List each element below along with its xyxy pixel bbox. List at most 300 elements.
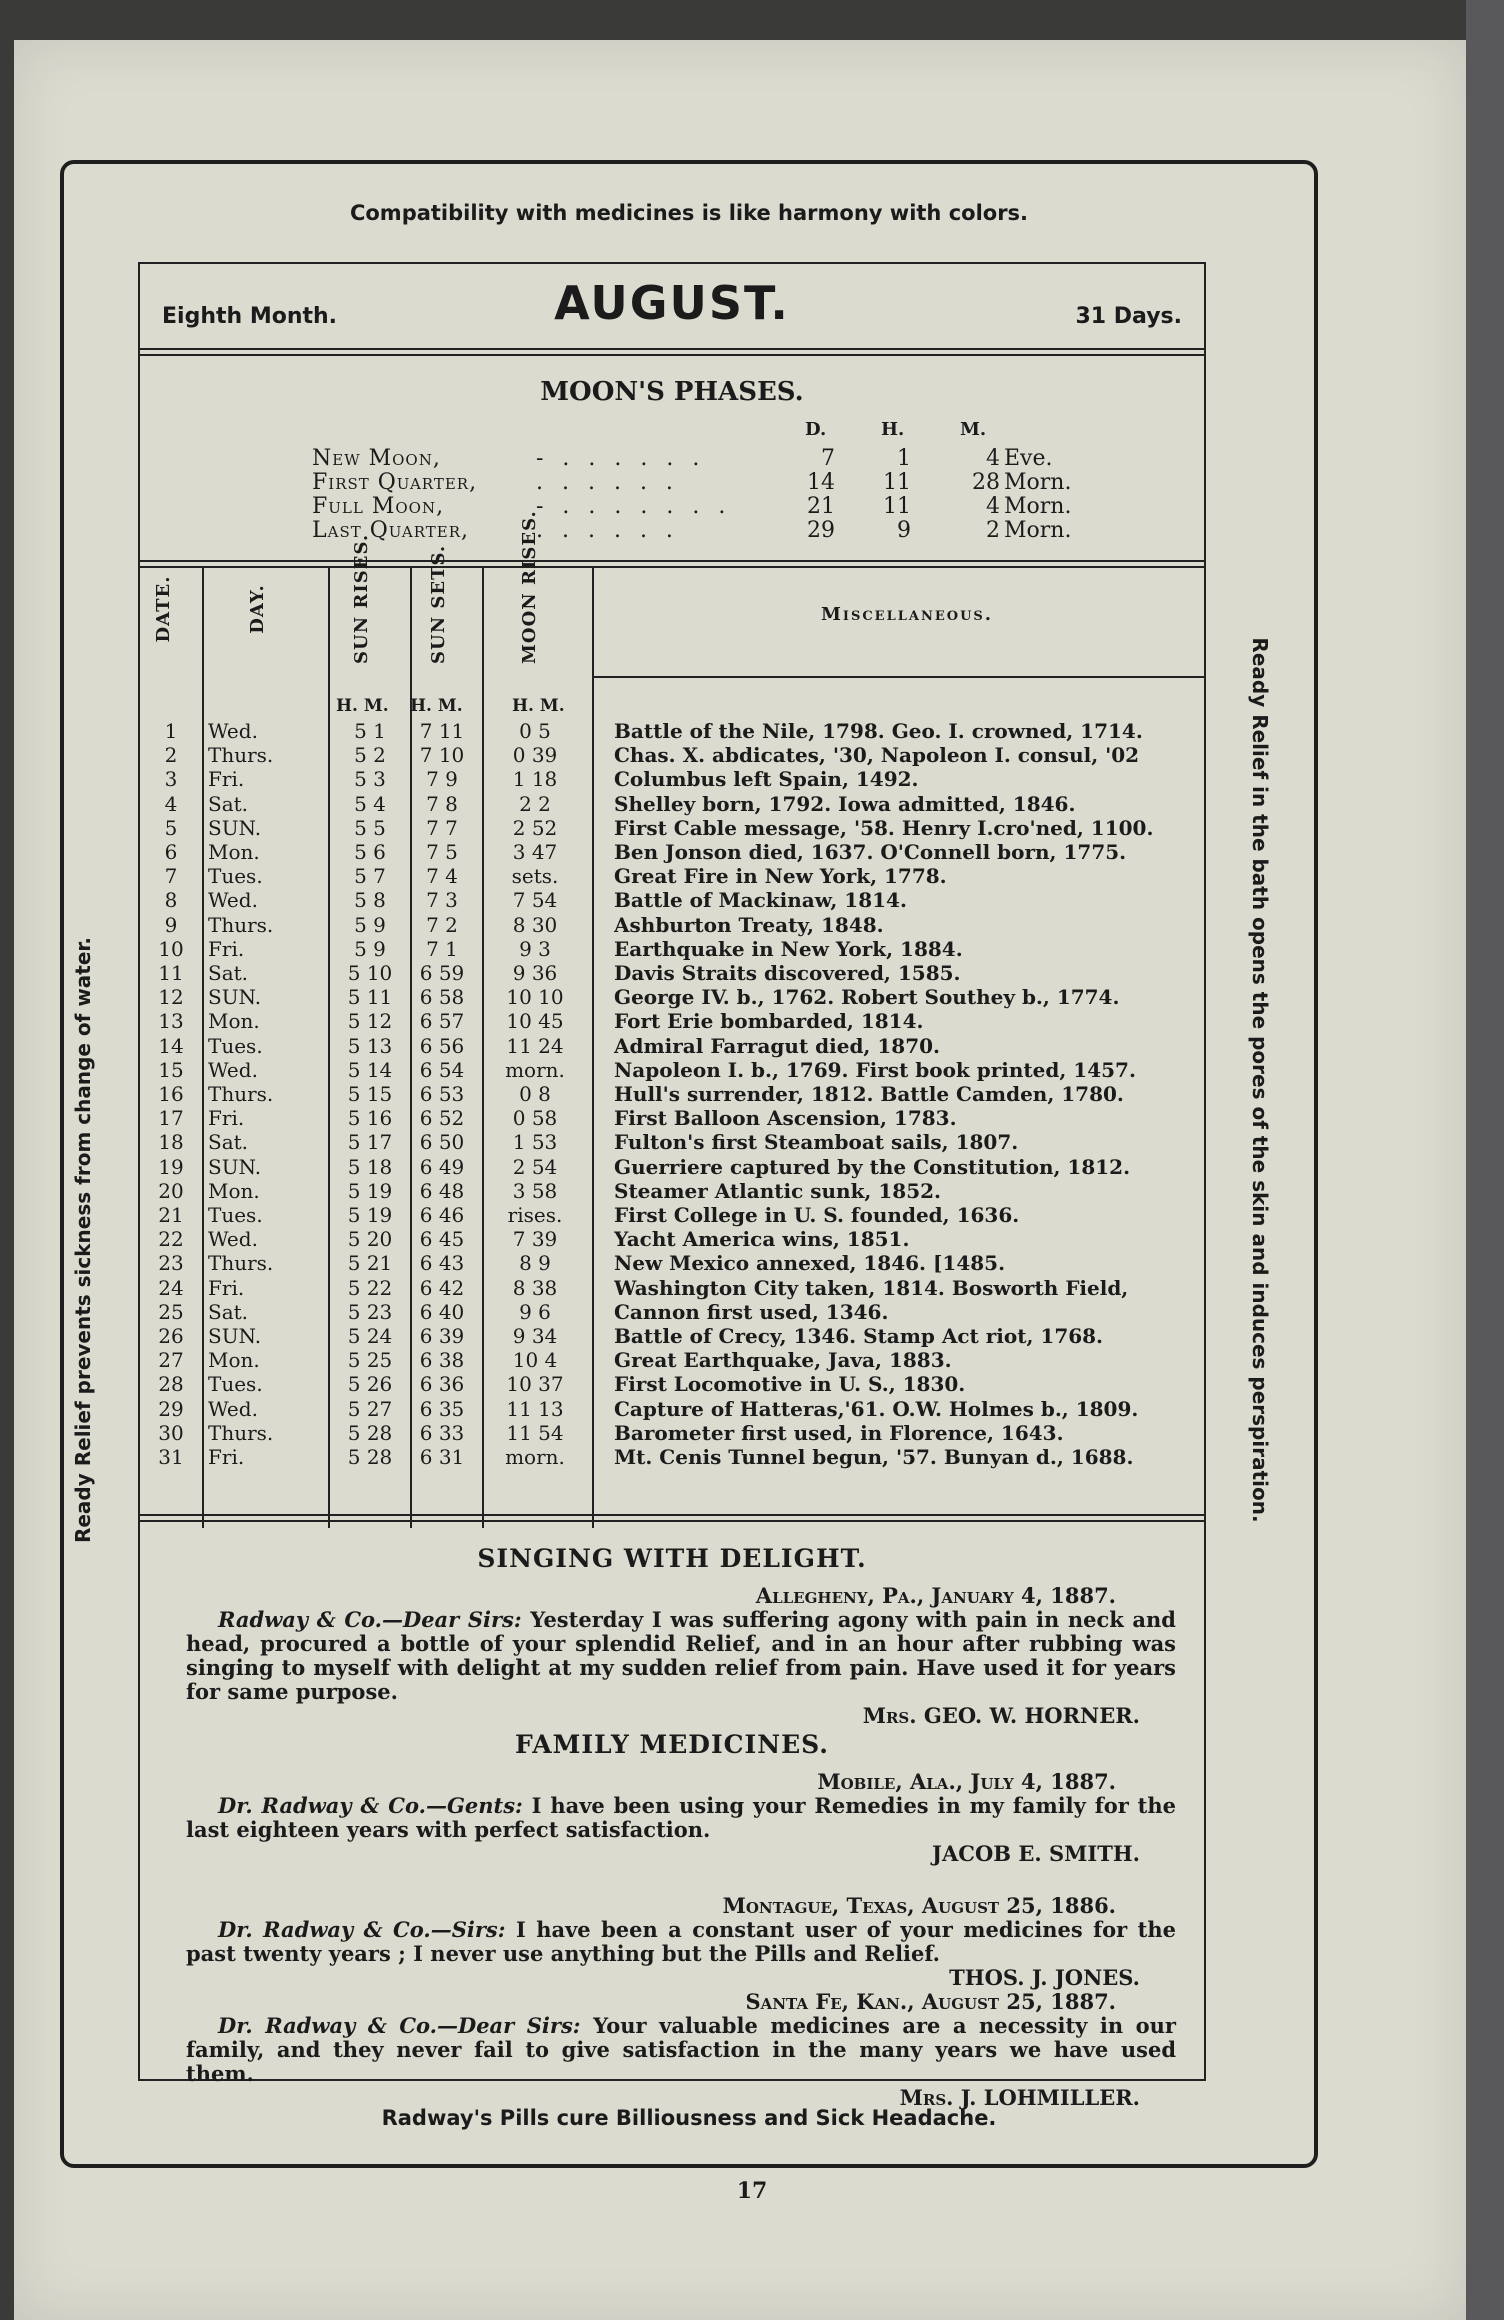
calendar-row [140,961,1204,985]
row-sun-rises: 5 7 [354,864,386,889]
phase-day: 29 [807,518,835,543]
calendar-row [140,1251,1204,1275]
row-date: 8 [164,888,178,913]
calendar-row [140,719,1204,743]
row-moon-rises: morn. [505,1445,565,1469]
moon-phases-title: MOON'S PHASES. [540,377,804,407]
row-date: 12 [158,985,184,1010]
row-miscellaneous: First Locomotive in U. S., 1830. [614,1372,966,1397]
row-moon-rises: 10 37 [506,1372,564,1397]
row-date: 30 [158,1420,184,1445]
column-header-misc: Miscellaneous. [820,604,994,625]
page-footer: Radway's Pills cure Billiousness and Sick Headache. [381,2106,997,2130]
testimonial-title: SINGING WITH DELIGHT. [477,1544,867,1573]
letter-text: Your valuable medicines are a necessity in our family, and they never fail to give satisfaction in the many years we have used them. [186,2013,1176,2086]
phase-day: 21 [807,494,835,519]
row-sun-rises: 5 14 [347,1057,393,1082]
phase-hour: 11 [883,470,911,495]
row-sun-rises: 5 2 [354,743,386,768]
month-days: 31 Days. [1075,304,1182,329]
row-moon-rises: 2 54 [512,1154,558,1179]
letter-body [186,1918,1176,1966]
row-miscellaneous: Ashburton Treaty, 1848. [614,912,884,937]
moon-phase-row [140,494,1204,518]
row-day: Fri. [208,1445,245,1469]
page-header: Compatibility with medicines is like harmony with colors. [349,201,1029,225]
row-sun-rises: 5 4 [354,791,386,816]
row-date: 17 [158,1106,184,1131]
column-header-date: DATE. [153,575,174,643]
phase-minute: 4 [986,494,1000,519]
phase-leader: . . . . . . [536,518,679,543]
row-sun-rises: 5 13 [347,1033,393,1058]
row-miscellaneous: Fort Erie bombarded, 1814. [614,1009,924,1034]
row-miscellaneous: George IV. b., 1762. Robert Southey b., 1774. [614,985,1120,1010]
row-sun-rises: 5 19 [347,1178,393,1203]
row-miscellaneous: Great Earthquake, Java, 1883. [614,1348,952,1373]
calendar-row [140,1227,1204,1251]
letter-signature: JACOB E. SMITH. [932,1841,1140,1866]
row-sun-rises: 5 8 [354,888,386,913]
row-miscellaneous: Earthquake in New York, 1884. [614,936,963,961]
calendar-box [138,262,1206,2110]
letter-place-date: Allegheny, Pa., January 4, 1887. [755,1583,1116,1608]
row-moon-rises: 8 38 [512,1275,558,1300]
row-date: 6 [164,840,178,864]
row-sun-sets: 7 1 [426,936,458,961]
row-miscellaneous: Admiral Farragut died, 1870. [614,1033,940,1058]
phase-time-of-day: Morn. [1004,494,1072,519]
row-sun-rises: 5 12 [347,1009,393,1034]
phase-name: New Moon, [312,446,441,471]
hm-label: H. M. [336,696,389,716]
calendar-row [140,913,1204,937]
row-date: 28 [158,1372,184,1397]
letter-body [186,2014,1176,2086]
moon-phase-row [140,518,1204,542]
row-sun-sets: 6 35 [419,1396,465,1421]
row-moon-rises: morn. [505,1057,565,1082]
row-sun-sets: 7 3 [426,888,458,913]
row-day: Tues. [208,1203,263,1227]
row-moon-rises: 0 8 [519,1082,551,1106]
row-date: 25 [158,1299,184,1324]
row-miscellaneous: Mt. Cenis Tunnel begun, '57. Bunyan d., 1688. [614,1445,1134,1469]
calendar-row [140,1300,1204,1324]
row-moon-rises: 1 18 [512,767,558,792]
calendar-row [140,743,1204,767]
row-sun-sets: 7 9 [426,767,458,792]
row-day: Thurs. [208,1082,274,1106]
month-ordinal: Eighth Month. [162,304,338,329]
row-sun-sets: 7 11 [419,719,465,743]
row-date: 20 [158,1178,184,1203]
calendar-row [140,1324,1204,1348]
phase-head-h: H. [881,419,905,440]
row-sun-rises: 5 19 [347,1203,393,1227]
row-sun-rises: 5 27 [347,1396,393,1421]
row-moon-rises: 11 13 [506,1396,564,1421]
testimonial-letter [186,1894,1176,1990]
row-day: Sat. [208,961,249,985]
row-day: Sat. [208,1299,249,1324]
row-moon-rises: 10 10 [506,985,564,1010]
row-miscellaneous: Yacht America wins, 1851. [614,1227,910,1252]
phase-leader: - . . . . . . [536,446,706,471]
letter-body [186,1794,1176,1842]
calendar-row [140,1058,1204,1082]
phase-time-of-day: Morn. [1004,518,1072,543]
letter-salutation: Dr. Radway & Co.—Gents: [218,1793,523,1818]
moon-phase-row [140,470,1204,494]
row-sun-rises: 5 22 [347,1275,393,1300]
row-sun-rises: 5 9 [354,936,386,961]
row-moon-rises: 2 2 [519,791,551,816]
rule [140,348,1204,350]
phase-day: 14 [807,470,835,495]
calendar-row [140,1106,1204,1130]
calendar-row [140,816,1204,840]
row-moon-rises: 3 47 [512,840,558,864]
phase-name: Last Quarter, [312,518,470,543]
row-miscellaneous: Hull's surrender, 1812. Battle Camden, 1780. [614,1082,1124,1106]
row-moon-rises: 7 39 [512,1227,558,1252]
phase-name: Full Moon, [312,494,445,519]
letter-text: I have been using your Remedies in my family for the last eighteen years with perfect satisfaction. [186,1793,1176,1842]
phase-hour: 1 [897,446,911,471]
calendar-row [140,937,1204,961]
rule [140,560,1204,562]
row-sun-sets: 6 58 [419,985,465,1010]
row-day: Mon. [208,1178,260,1203]
row-day: Fri. [208,767,245,792]
row-moon-rises: 9 6 [519,1299,551,1324]
phase-hour: 9 [897,518,911,543]
row-date: 15 [158,1057,184,1082]
row-day: Thurs. [208,743,274,768]
row-date: 13 [158,1009,184,1034]
row-moon-rises: 2 52 [512,815,558,840]
row-sun-sets: 6 46 [419,1203,465,1227]
phase-name: First Quarter, [312,470,478,495]
row-sun-rises: 5 9 [354,912,386,937]
calendar-row [140,985,1204,1009]
row-miscellaneous: Napoleon I. b., 1769. First book printed, 1457. [614,1057,1136,1082]
row-miscellaneous: Washington City taken, 1814. Bosworth Field, [614,1275,1129,1300]
row-sun-sets: 6 43 [419,1251,465,1276]
row-sun-sets: 6 31 [419,1445,465,1469]
row-miscellaneous: Capture of Hatteras,'61. O.W. Holmes b., 1809. [614,1396,1139,1421]
calendar-row [140,1082,1204,1106]
row-date: 11 [158,961,184,985]
row-day: Fri. [208,1106,245,1131]
calendar-row [140,864,1204,888]
row-miscellaneous: Columbus left Spain, 1492. [614,767,919,792]
letter-place-date: Montague, Texas, August 25, 1886. [722,1893,1116,1918]
row-day: SUN. [208,815,262,840]
rule [140,1514,1204,1516]
letter-place-date: Mobile, Ala., July 4, 1887. [817,1769,1116,1794]
row-sun-sets: 6 50 [419,1130,465,1155]
moon-phase-row [140,446,1204,470]
row-miscellaneous: First Balloon Ascension, 1783. [614,1106,957,1131]
row-miscellaneous: Great Fire in New York, 1778. [614,864,947,889]
calendar-row [140,840,1204,864]
row-date: 24 [158,1275,184,1300]
hm-label: H. M. [410,696,463,716]
row-day: Mon. [208,840,260,864]
row-miscellaneous: Battle of Crecy, 1346. Stamp Act riot, 1768. [614,1324,1104,1348]
calendar-row [140,1009,1204,1033]
row-sun-rises: 5 24 [347,1324,393,1348]
row-moon-rises: 3 58 [512,1178,558,1203]
month-title: AUGUST. [554,276,790,330]
row-miscellaneous: Ben Jonson died, 1637. O'Connell born, 1775. [614,840,1127,864]
row-sun-sets: 7 4 [426,864,458,889]
row-sun-sets: 6 56 [419,1033,465,1058]
calendar-row [140,767,1204,791]
row-date: 7 [164,864,178,889]
row-moon-rises: sets. [511,864,559,889]
letter-salutation: Dr. Radway & Co.—Sirs: [218,1917,506,1942]
rule [140,1520,1204,1522]
row-day: Mon. [208,1348,260,1373]
row-moon-rises: 10 4 [512,1348,558,1373]
row-date: 22 [158,1227,184,1252]
row-day: SUN. [208,1154,262,1179]
row-moon-rises: 7 54 [512,888,558,913]
row-day: Thurs. [208,912,274,937]
row-moon-rises: 9 3 [519,936,551,961]
row-date: 23 [158,1251,184,1276]
row-day: Sat. [208,791,249,816]
row-day: Thurs. [208,1420,274,1445]
row-day: Wed. [208,1227,258,1252]
calendar-row [140,1034,1204,1058]
row-day: Tues. [208,864,263,889]
row-sun-rises: 5 23 [347,1299,393,1324]
row-sun-rises: 5 21 [347,1251,393,1276]
row-moon-rises: 11 24 [506,1033,564,1058]
row-sun-sets: 6 39 [419,1324,465,1348]
row-sun-rises: 5 5 [354,815,386,840]
phase-time-of-day: Eve. [1004,446,1053,471]
column-header-day: DAY. [247,584,268,634]
calendar-row [140,1276,1204,1300]
row-date: 4 [164,791,178,816]
row-sun-rises: 5 1 [354,719,386,743]
row-sun-rises: 5 20 [347,1227,393,1252]
row-miscellaneous: Shelley born, 1792. Iowa admitted, 1846. [614,791,1076,816]
row-date: 18 [158,1130,184,1155]
row-sun-rises: 5 25 [347,1348,393,1373]
book-edge [1466,0,1504,2320]
row-date: 5 [164,815,178,840]
row-miscellaneous: First Cable message, '58. Henry I.cro'ned, 1100. [614,815,1154,840]
row-miscellaneous: Barometer first used, in Florence, 1643. [614,1420,1064,1445]
letter-place-date: Santa Fe, Kan., August 25, 1887. [745,1989,1116,2014]
side-text-right: Ready Relief in the bath opens the pores of the skin and induces perspiration. [1248,637,1272,1523]
row-sun-sets: 6 52 [419,1106,465,1131]
calendar-row [140,1397,1204,1421]
page-number: 17 [736,2178,768,2204]
row-sun-rises: 5 3 [354,767,386,792]
row-date: 16 [158,1082,184,1106]
phase-leader: - . . . . . . . [536,494,732,519]
row-sun-sets: 6 48 [419,1178,465,1203]
row-moon-rises: 8 9 [519,1251,551,1276]
letter-body [186,1608,1176,1704]
testimonial-title: FAMILY MEDICINES. [514,1730,830,1759]
row-sun-sets: 6 53 [419,1082,465,1106]
row-sun-rises: 5 28 [347,1445,393,1469]
row-sun-sets: 7 5 [426,840,458,864]
row-sun-sets: 7 10 [419,743,465,768]
phase-minute: 4 [986,446,1000,471]
row-sun-rises: 5 10 [347,961,393,985]
row-moon-rises: 1 53 [512,1130,558,1155]
row-moon-rises: 8 30 [512,912,558,937]
letter-salutation: Dr. Radway & Co.—Dear Sirs: [218,2013,581,2038]
row-miscellaneous: Cannon first used, 1346. [614,1299,889,1324]
row-day: Tues. [208,1372,263,1397]
row-sun-rises: 5 18 [347,1154,393,1179]
calendar-row [140,888,1204,912]
row-miscellaneous: Fulton's first Steamboat sails, 1807. [614,1130,1019,1155]
row-day: Wed. [208,719,258,743]
row-moon-rises: 9 36 [512,961,558,985]
row-day: Wed. [208,1396,258,1421]
row-date: 26 [158,1324,184,1348]
letter-text: I have been a constant user of your medicines for the past twenty years ; I never use anything but the Pills and Relief. [186,1917,1176,1966]
row-day: Wed. [208,1057,258,1082]
row-date: 21 [158,1203,184,1227]
row-miscellaneous: Battle of Mackinaw, 1814. [614,888,907,913]
row-day: Sat. [208,1130,249,1155]
row-sun-rises: 5 6 [354,840,386,864]
row-date: 14 [158,1033,184,1058]
row-day: Fri. [208,936,245,961]
row-sun-rises: 5 15 [347,1082,393,1106]
row-moon-rises: 0 5 [519,719,551,743]
testimonial-letter [186,1990,1176,2110]
row-day: Tues. [208,1033,263,1058]
row-sun-sets: 6 54 [419,1057,465,1082]
row-day: SUN. [208,985,262,1010]
column-header-moon-rises: MOON RISES. [519,510,540,664]
row-sun-rises: 5 28 [347,1420,393,1445]
phase-head-d: D. [805,419,827,440]
phase-leader: . . . . . . [536,470,679,495]
column-header-sun-rises: SUN RISES. [351,533,372,664]
phase-hour: 11 [883,494,911,519]
row-date: 19 [158,1154,184,1179]
calendar-row [140,1445,1204,1469]
letter-signature: Mrs. GEO. W. HORNER. [862,1703,1140,1728]
row-sun-sets: 7 8 [426,791,458,816]
row-sun-rises: 5 16 [347,1106,393,1131]
row-miscellaneous: Steamer Atlantic sunk, 1852. [614,1178,941,1203]
row-sun-rises: 5 11 [347,985,393,1010]
row-sun-sets: 7 7 [426,815,458,840]
letter-signature: THOS. J. JONES. [949,1965,1140,1990]
row-date: 27 [158,1348,184,1373]
calendar-row [140,1130,1204,1154]
row-date: 9 [164,912,178,937]
row-day: Wed. [208,888,258,913]
rule [140,354,1204,356]
row-sun-sets: 6 36 [419,1372,465,1397]
calendar-row [140,792,1204,816]
row-moon-rises: 0 58 [512,1106,558,1131]
row-sun-sets: 6 38 [419,1348,465,1373]
month-bar [140,264,1204,348]
row-miscellaneous: Guerriere captured by the Constitution, 1812. [614,1154,1131,1179]
phase-minute: 2 [986,518,1000,543]
row-sun-sets: 6 49 [419,1154,465,1179]
row-day: Thurs. [208,1251,274,1276]
letter-salutation: Radway & Co.—Dear Sirs: [218,1607,522,1632]
rule [592,676,1204,678]
row-sun-sets: 6 33 [419,1420,465,1445]
row-miscellaneous: Chas. X. abdicates, '30, Napoleon I. consul, '02 [614,743,1140,768]
row-miscellaneous: Davis Straits discovered, 1585. [614,961,961,985]
row-sun-sets: 6 45 [419,1227,465,1252]
letter-text: Yesterday I was suffering agony with pain in neck and head, procured a bottle of your splendid Relief, and in an hour after rubbing was singing to myself with delight at my sudden relief from pain. Have used it for years for same purpose. [186,1607,1176,1704]
row-sun-sets: 6 42 [419,1275,465,1300]
rule [140,566,1204,568]
row-moon-rises: 10 45 [506,1009,564,1034]
row-date: 2 [164,743,178,768]
side-text-left: Ready Relief prevents sickness from change of water. [71,936,95,1544]
column-header-sun-sets: SUN SETS. [428,544,449,664]
row-sun-sets: 7 2 [426,912,458,937]
testimonial-letter [186,1584,1176,1728]
row-date: 10 [158,936,184,961]
calendar-row [140,1155,1204,1179]
phase-time-of-day: Morn. [1004,470,1072,495]
row-miscellaneous: Battle of the Nile, 1798. Geo. I. crowned, 1714. [614,719,1143,743]
calendar-row [140,1203,1204,1227]
row-sun-sets: 6 59 [419,961,465,985]
row-day: Mon. [208,1009,260,1034]
row-day: Fri. [208,1275,245,1300]
row-date: 31 [158,1445,184,1469]
row-miscellaneous: New Mexico annexed, 1846. [1485. [614,1251,1006,1276]
row-moon-rises: 0 39 [512,743,558,768]
row-date: 29 [158,1396,184,1421]
calendar-row [140,1372,1204,1396]
row-miscellaneous: First College in U. S. founded, 1636. [614,1203,1020,1227]
row-moon-rises: 9 34 [512,1324,558,1348]
row-sun-rises: 5 26 [347,1372,393,1397]
testimonial-letter [186,1770,1176,1866]
row-moon-rises: rises. [507,1203,563,1227]
calendar-row [140,1179,1204,1203]
calendar-row [140,1348,1204,1372]
phase-head-m: M. [960,419,987,440]
calendar-row [140,1421,1204,1445]
row-sun-sets: 6 40 [419,1299,465,1324]
hm-label: H. M. [512,696,565,716]
row-moon-rises: 11 54 [506,1420,564,1445]
row-day: SUN. [208,1324,262,1348]
row-sun-sets: 6 57 [419,1009,465,1034]
row-date: 3 [164,767,178,792]
row-sun-rises: 5 17 [347,1130,393,1155]
phase-day: 7 [821,446,835,471]
phase-minute: 28 [972,470,1000,495]
